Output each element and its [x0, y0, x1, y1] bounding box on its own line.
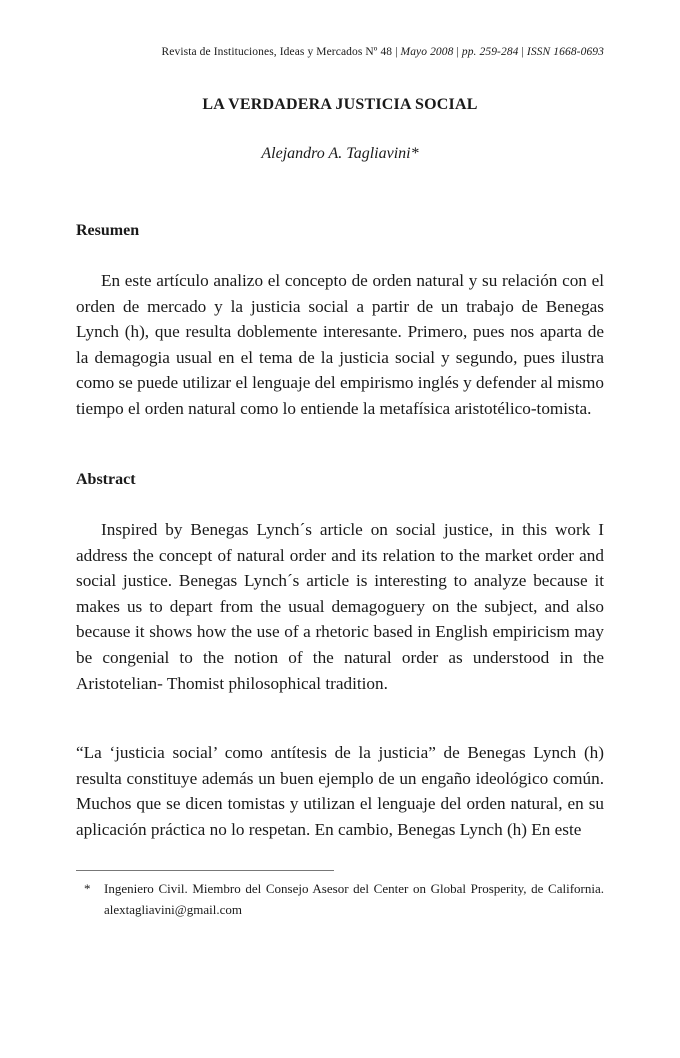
- header-separator: |: [518, 46, 527, 58]
- journal-name: Revista de Instituciones, Ideas y Mercados Nº 48: [161, 46, 393, 58]
- article-title: LA VERDADERA JUSTICIA SOCIAL: [202, 96, 478, 113]
- header-separator: |: [453, 46, 462, 58]
- issue-date: Mayo 2008: [400, 46, 454, 58]
- footnote: [76, 878, 604, 920]
- running-header: [76, 46, 604, 58]
- page-range: pp. 259-284: [461, 46, 519, 58]
- abstract-paragraph: Inspired by Benegas Lynch´s article on social justice, in this work I address the concept of natural order and its relation to the market order and social justice. Benegas Lynch´s article is interesting to analyze because it makes us to depart from the usual demagoguery on the subject, and also because it shows how the use of a rhetoric based in English empiricism may be congenial to the notion of the natural order as understood in the Aristotelian- Thomist philosophical tradition.: [76, 520, 604, 693]
- body-paragraph: “La ‘justicia social’ como antítesis de la justicia” de Benegas Lynch (h) resulta constituye además un buen ejemplo de un engaño ideológico común. Muchos que se dicen tomistas y utilizan el lenguaje del orden natural, en su aplicación práctica no lo respetan. En cambio, Benegas Lynch (h) En este: [76, 743, 604, 839]
- footnote-mark: *: [84, 881, 91, 896]
- author-name: Alejandro A. Tagliavini*: [261, 145, 419, 162]
- resumen-heading: Resumen: [76, 222, 140, 239]
- footnote-rule: [76, 870, 334, 871]
- footnote-text: Ingeniero Civil. Miembro del Consejo Asesor del Center on Global Prosperity, de California. alextagliavini@gmail.com: [104, 881, 604, 917]
- header-separator: |: [392, 46, 401, 58]
- resumen-paragraph: En este artículo analizo el concepto de orden natural y su relación con el orden de mercado y la justicia social a partir de un trabajo de Benegas Lynch (h), que resulta doblemente interesante. Primero, pues nos aparta de la demagogia usual en el tema de la justicia social y segundo, pues ilustra como se puede utilizar el lenguaje del empirismo inglés y defender al mismo tiempo el orden natural como lo entiende la metafísica aristotélico-tomista.: [76, 271, 604, 418]
- abstract-heading: Abstract: [76, 471, 136, 488]
- issn: ISSN 1668-0693: [526, 46, 604, 58]
